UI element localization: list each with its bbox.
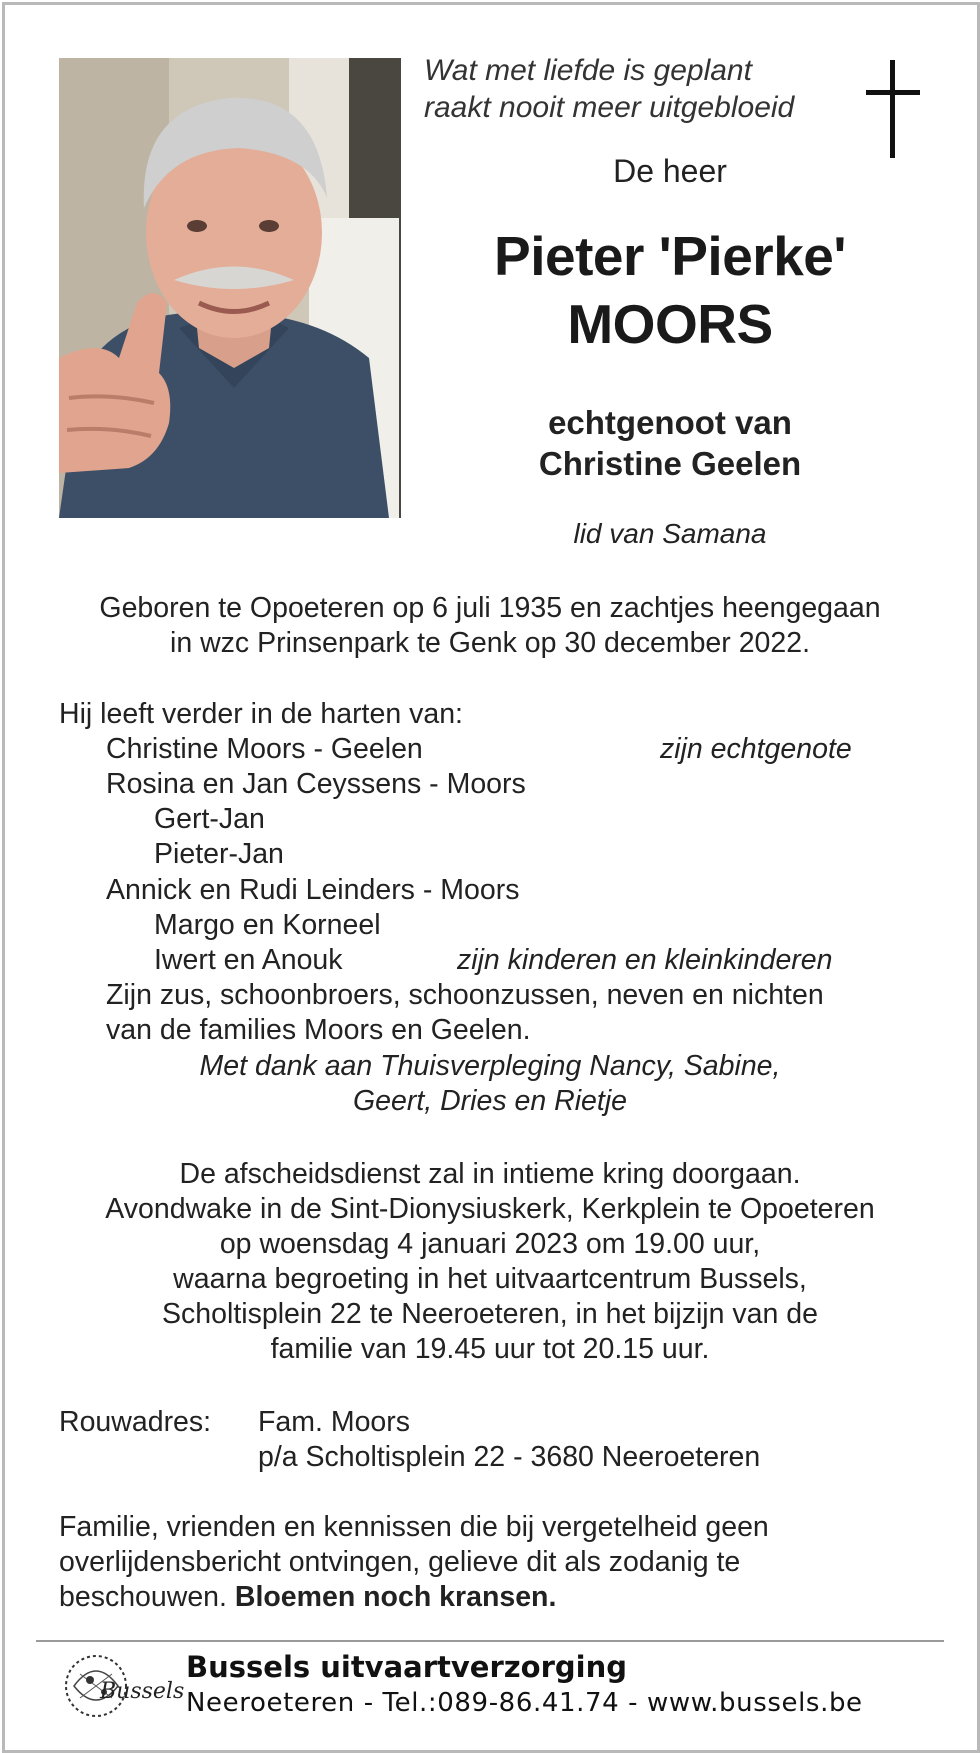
final-line: overlijdensbericht ontvingen, gelieve dit als zodanig te bbox=[59, 1546, 741, 1578]
address bbox=[258, 1405, 760, 1475]
title: De heer bbox=[613, 153, 727, 189]
born-line: in wzc Prinsenpark te Genk op 30 december 2022. bbox=[169, 627, 811, 659]
flowers-note: Bloemen noch kransen. bbox=[234, 1581, 557, 1613]
thanks bbox=[30, 1049, 950, 1119]
service-line: op woensdag 4 januari 2023 om 19.00 uur, bbox=[219, 1228, 761, 1260]
service-info bbox=[30, 1157, 950, 1367]
spouse-line: echtgenoot van bbox=[548, 404, 792, 441]
quote bbox=[424, 52, 794, 126]
final-line: Familie, vrienden en kennissen die bij vergetelheid geen bbox=[59, 1511, 769, 1543]
service-line: Avondwake in de Sint-Dionysiuskerk, Kerkplein te Opoeteren bbox=[105, 1193, 875, 1225]
born-line: Geboren te Opoeteren op 6 juli 1935 en zachtjes heengegaan bbox=[99, 592, 881, 624]
spouse-line: Christine Geelen bbox=[538, 445, 802, 482]
final-line: beschouwen. bbox=[59, 1581, 227, 1613]
company-name: Bussels uitvaartverzorging bbox=[186, 1650, 627, 1684]
service-line: De afscheidsdienst zal in intieme kring doorgaan. bbox=[179, 1158, 801, 1190]
service-line: Scholtisplein 22 te Neeroeteren, in het bijzijn van de bbox=[162, 1298, 818, 1330]
service-line: familie van 19.45 uur tot 20.15 uur. bbox=[270, 1333, 710, 1365]
family-line: Christine Moors - Geelen bbox=[106, 733, 423, 765]
cross-icon bbox=[862, 60, 920, 160]
portrait-photo bbox=[59, 58, 401, 518]
quote-line: Wat met liefde is geplant bbox=[424, 54, 752, 87]
quote-line: raakt nooit meer uitgebloeid bbox=[424, 91, 795, 124]
family-line: Rosina en Jan Ceyssens - Moors bbox=[106, 768, 526, 800]
final-notice bbox=[59, 1510, 929, 1615]
address-label: Rouwadres: bbox=[59, 1406, 212, 1438]
service-line: waarna begroeting in het uitvaartcentrum Bussels, bbox=[173, 1263, 807, 1295]
name-line: Pieter 'Pierke' bbox=[494, 225, 846, 287]
birth-death-info bbox=[30, 591, 950, 661]
spouse bbox=[420, 402, 920, 484]
family-line: Iwert en Anouk bbox=[154, 944, 343, 976]
company-contact: Neeroeteren - Tel.:089-86.41.74 - www.bussels.be bbox=[186, 1688, 863, 1718]
family-line: Gert-Jan bbox=[154, 803, 265, 835]
family-note: zijn echtgenote bbox=[660, 733, 852, 765]
membership: lid van Samana bbox=[573, 518, 767, 549]
address-line: p/a Scholtisplein 22 - 3680 Neeroeteren bbox=[258, 1441, 761, 1473]
deceased-name bbox=[420, 222, 920, 358]
bussels-logo-icon bbox=[60, 1650, 185, 1722]
family-line: Zijn zus, schoonbroers, schoonzussen, neven en nichten bbox=[106, 979, 824, 1011]
family-line: Annick en Rudi Leinders - Moors bbox=[106, 874, 520, 906]
name-line: MOORS bbox=[567, 293, 773, 355]
family-intro: Hij leeft verder in de harten van: bbox=[59, 698, 463, 730]
logo-text: Bussels bbox=[100, 1679, 185, 1704]
family-note: zijn kinderen en kleinkinderen bbox=[457, 944, 833, 976]
family-line: van de families Moors en Geelen. bbox=[106, 1014, 531, 1046]
family-line: Pieter-Jan bbox=[154, 838, 284, 870]
thanks-line: Met dank aan Thuisverpleging Nancy, Sabine, bbox=[199, 1050, 781, 1082]
footer-divider bbox=[36, 1640, 944, 1642]
family-line: Margo en Korneel bbox=[154, 909, 381, 941]
address-line: Fam. Moors bbox=[258, 1406, 411, 1438]
thanks-line: Geert, Dries en Rietje bbox=[352, 1085, 628, 1117]
